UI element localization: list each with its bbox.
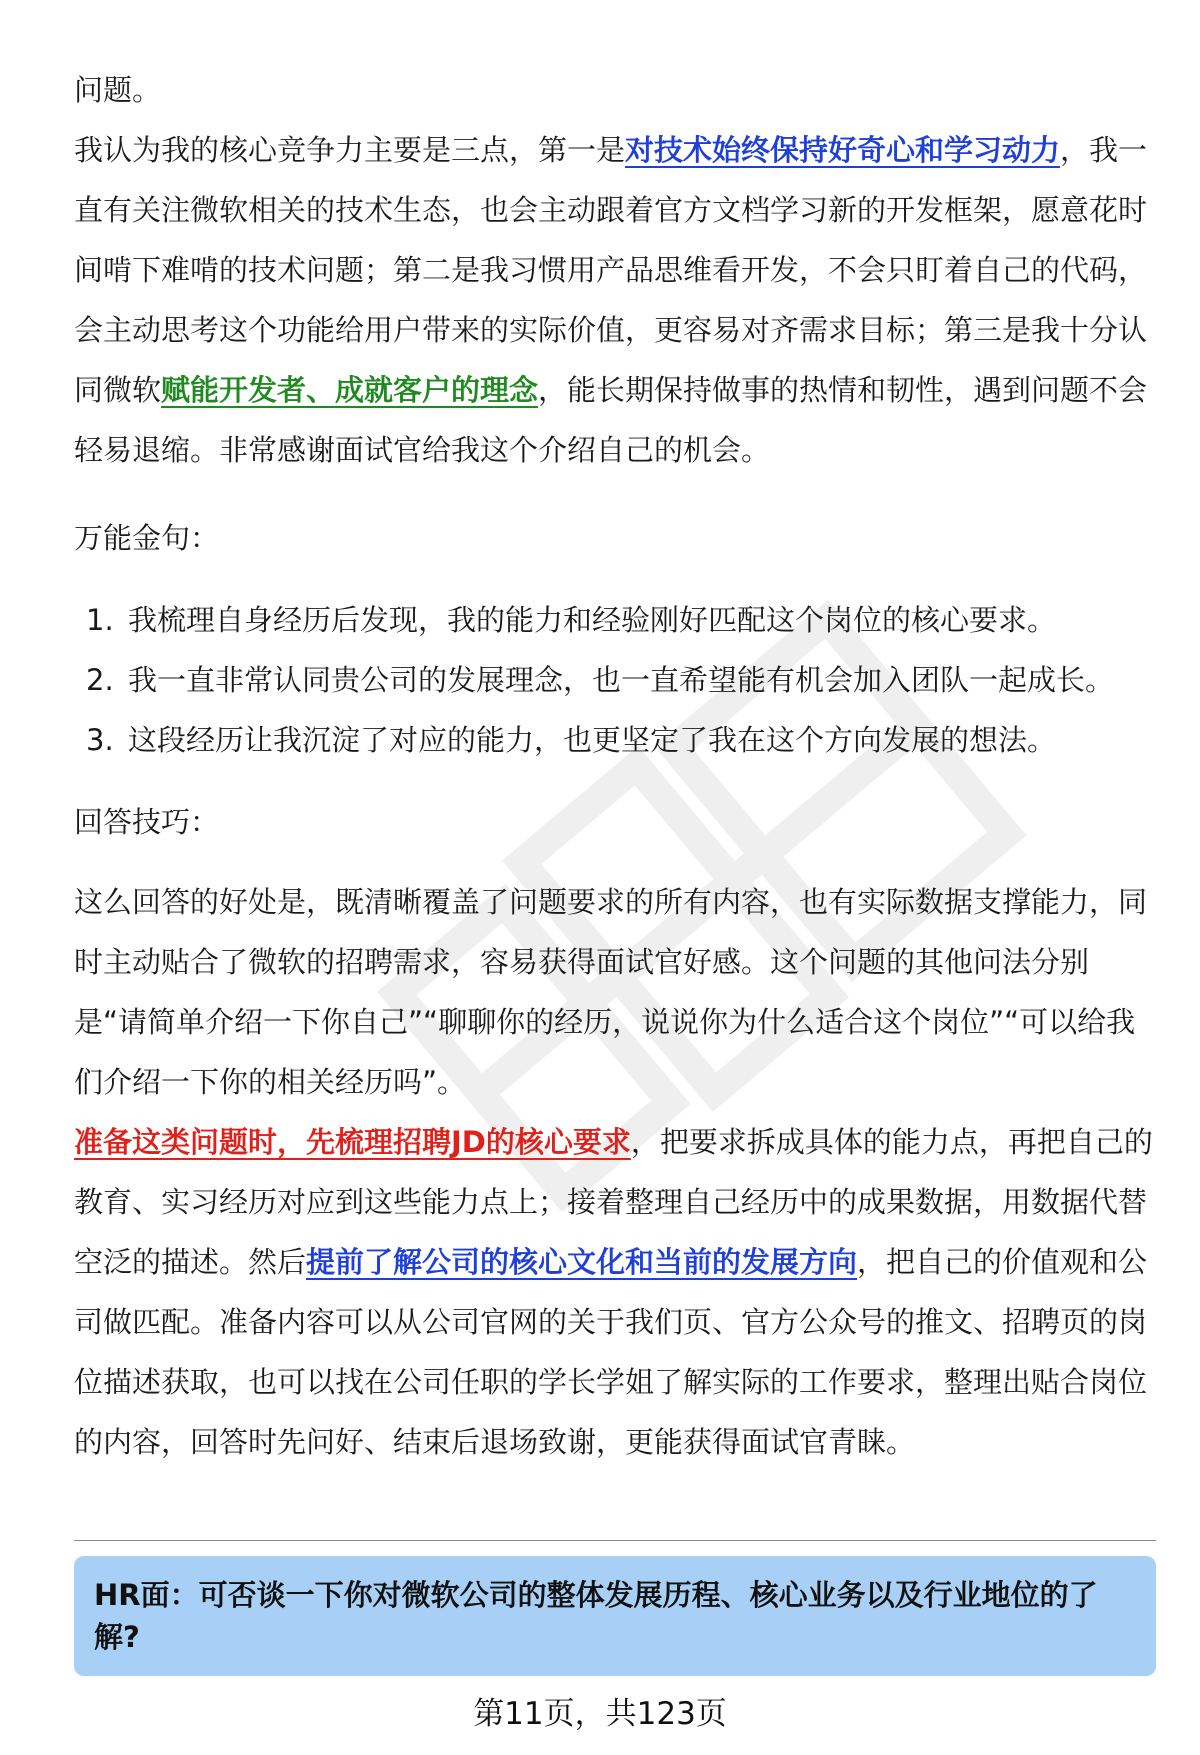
tips-paragraph-2 <box>74 1112 1154 1472</box>
core-text-2: ，我一直有关注微软相关的技术生态，也会主动跟着官方文档学习新的开发框架，愿意花时间啃下难啃的技术问题；第二是我习惯用产品思维看开发，不会只盯着自己的代码，会主动思考这个功能给用户带来的实际价值，更容易对齐需求目标；第三是我十分认同微软 <box>74 133 1148 407</box>
highlight-empower: 赋能开发者、成就客户的理念 <box>161 373 539 407</box>
section-divider <box>74 1540 1156 1541</box>
list-item <box>74 710 1154 770</box>
list-number: 2. <box>86 663 114 697</box>
core-text-1: 我认为我的核心竞争力主要是三点，第一是 <box>74 133 626 167</box>
golden-sentences-heading: 万能金句： <box>74 521 220 555</box>
tips-text-1: ，把要求拆成具体的能力点，再把自己的教育、实习经历对应到这些能力点上；接着整理自己经历中的成果数据，用数据代替空泛的描述。然后 <box>74 1125 1153 1279</box>
list-text: 我一直非常认同贵公司的发展理念，也一直希望能有机会加入团队一起成长。 <box>128 663 1115 697</box>
highlight-curiosity: 对技术始终保持好奇心和学习动力 <box>625 133 1061 167</box>
list-number: 1. <box>86 603 114 637</box>
list-text: 我梳理自身经历后发现，我的能力和经验刚好匹配这个岗位的核心要求。 <box>128 603 1057 637</box>
main-content <box>74 60 1154 1472</box>
core-text-3: ，能长期保持做事的热情和韧性，遇到问题不会轻易退缩。非常感谢面试官给我这个介绍自己的机会。 <box>74 373 1148 467</box>
hr-question-text: HR面：可否谈一下你对微软公司的整体发展历程、核心业务以及行业地位的了解? <box>94 1578 1098 1654</box>
tips-text-2: ，把自己的价值观和公司做匹配。准备内容可以从公司官网的关于我们页、官方公众号的推文、招聘页的岗位描述获取，也可以找在公司任职的学长学姐了解实际的工作要求，整理出贴合岗位的内容，回答时先问好、结束后退场致谢，更能获得面试官青睐。 <box>74 1245 1148 1459</box>
highlight-culture: 提前了解公司的核心文化和当前的发展方向 <box>306 1245 858 1279</box>
core-competence-paragraph <box>74 120 1154 480</box>
intro-tail: 问题。 <box>74 73 162 107</box>
list-text: 这段经历让我沉淀了对应的能力，也更坚定了我在这个方向发展的想法。 <box>128 723 1057 757</box>
tips-paragraph-1: 这么回答的好处是，既清晰覆盖了问题要求的所有内容，也有实际数据支撑能力，同时主动贴合了微软的招聘需求，容易获得面试官好感。这个问题的其他问法分别是“请简单介绍一下你自己”“聊聊你的经历，说说你为什么适合这个岗位”“可以给我们介绍一下你的相关经历吗”。 <box>74 885 1148 1099</box>
highlight-jd: 准备这类问题时，先梳理招聘JD的核心要求 <box>74 1125 631 1159</box>
answer-tips-heading: 回答技巧： <box>74 805 220 839</box>
hr-question-box <box>74 1556 1156 1676</box>
list-item <box>74 650 1154 710</box>
list-item <box>74 590 1154 650</box>
page-footer: 第11页，共123页 <box>473 1696 727 1732</box>
list-number: 3. <box>86 723 114 757</box>
golden-sentences-list <box>74 590 1154 770</box>
